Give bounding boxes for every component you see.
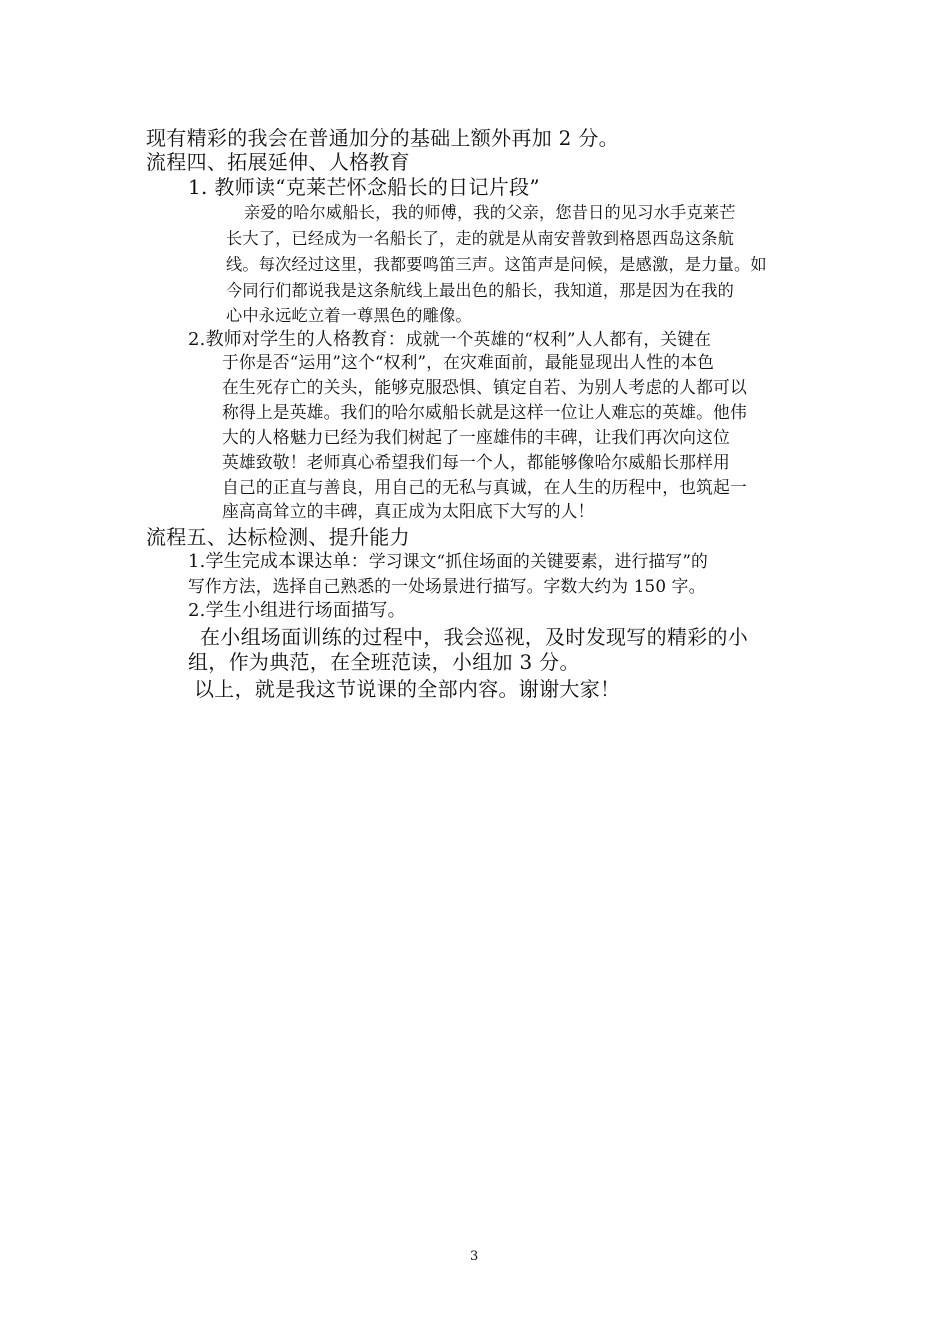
- diary-line-1: 亲爱的哈尔威船长，我的师傅，我的父亲，您昔日的见习水手克莱芒: [244, 203, 736, 222]
- student-task-line-2: 写作方法，选择自己熟悉的一处场景进行描写。字数大约为 150 字。: [188, 576, 706, 596]
- list-item-teacher-reads: 1. 教师读“克莱芒怀念船长的日记片段”: [188, 175, 540, 199]
- list-item-group-writing: 2.学生小组进行场面描写。: [188, 600, 406, 621]
- list-item-student-task: [188, 553, 708, 571]
- diary-line-4: 今同行们都说我是这条航线上最出色的船长，我知道，那是因为在我的: [226, 281, 735, 300]
- personality-line-3: 在生死存亡的关头，能够克服恐惧、镇定自若、为别人考虑的人都可以: [222, 377, 747, 397]
- closing-line: 以上，就是我这节说课的全部内容。谢谢大家！: [194, 677, 621, 701]
- section-heading-process-4: 流程四、拓展延伸、人格教育: [146, 150, 410, 174]
- list-item-personality-title: 2.教师对学生的人格教育：: [188, 329, 406, 350]
- list-item-personality-education: [188, 331, 711, 349]
- personality-line-2: 于你是否“运用”这个“权利”，在灾难面前，最能显现出人性的本色: [222, 352, 715, 372]
- student-task-line-1: 学习课文“抓住场面的关键要素，进行描写”的: [368, 551, 708, 571]
- diary-line-2: 长大了，已经成为一名船长了，走的就是从南安普敦到格恩西岛这条航: [226, 229, 735, 248]
- personality-line-8: 座高高耸立的丰碑，真正成为太阳底下大写的人！: [222, 501, 595, 521]
- personality-line-4: 称得上是英雄。我们的哈尔威船长就是这样一位让人难忘的英雄。他伟: [222, 402, 747, 422]
- personality-line-6: 英雄致敬！老师真心希望我们每一个人，都能够像哈尔威船长那样用: [222, 452, 730, 472]
- diary-line-3: 线。每次经过这里，我都要鸣笛三声。这笛声是问候，是感激，是力量。如: [226, 255, 767, 274]
- diary-line-5: 心中永远屹立着一尊黑色的雕像。: [226, 306, 472, 325]
- personality-line-5: 大的人格魅力已经为我们树起了一座雄伟的丰碑，让我们再次向这位: [222, 427, 730, 447]
- page-number: 3: [470, 1249, 479, 1264]
- text-line-bonus: 现有精彩的我会在普通加分的基础上额外再加 2 分。: [146, 126, 619, 150]
- group-writing-line-2: 组，作为典范，在全班范读，小组加 3 分。: [188, 650, 580, 674]
- section-heading-process-5: 流程五、达标检测、提升能力: [146, 525, 410, 549]
- personality-line-1: 成就一个英雄的“权利”人人都有，关键在: [405, 329, 712, 349]
- list-item-student-task-title: 1.学生完成本课达单：: [188, 551, 369, 572]
- personality-line-7: 自己的正直与善良，用自己的无私与真诚，在人生的历程中，也筑起一: [222, 477, 747, 497]
- group-writing-line-1: 在小组场面训练的过程中，我会巡视，及时发现写的精彩的小: [200, 625, 749, 649]
